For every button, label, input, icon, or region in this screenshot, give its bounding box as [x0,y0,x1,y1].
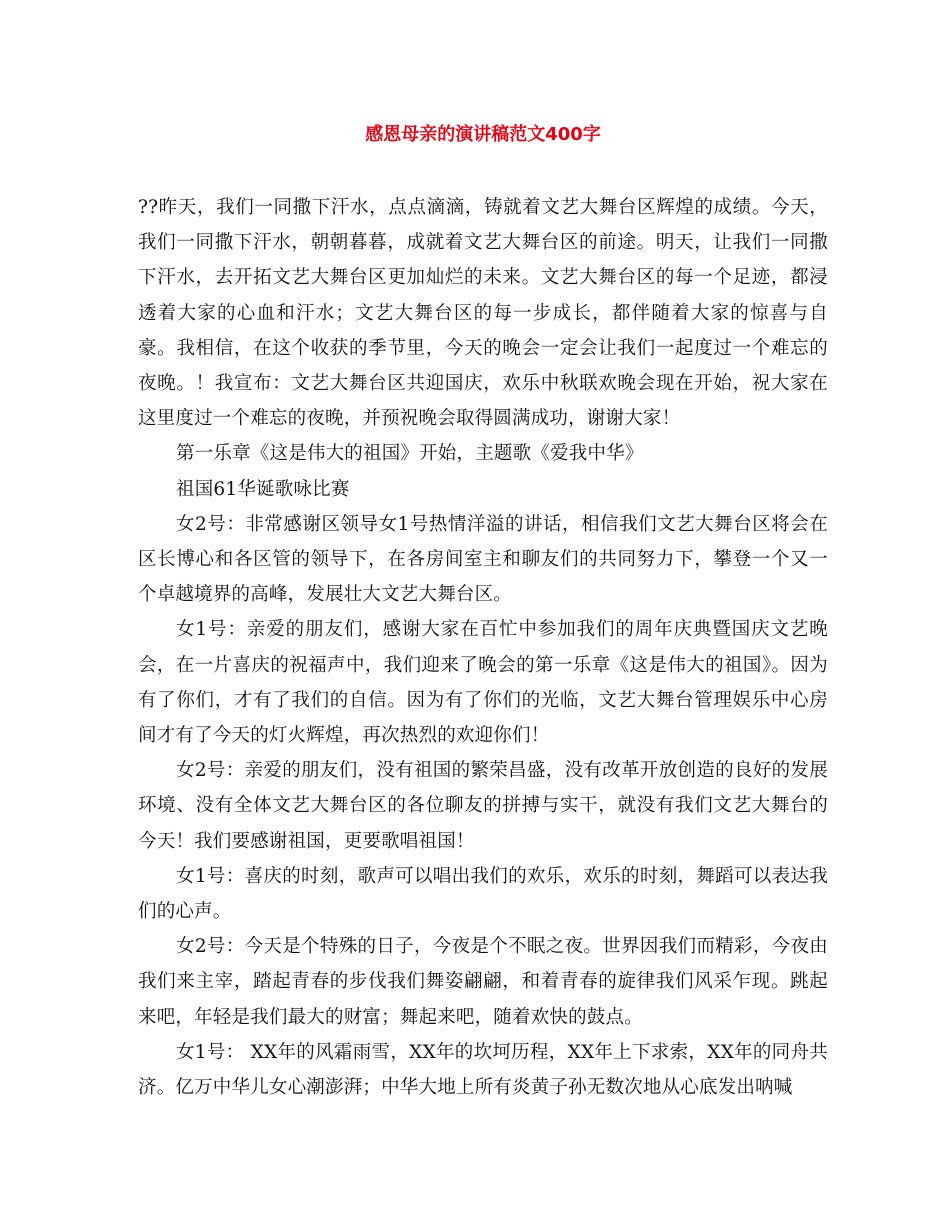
paragraph-host-2-thanks: 女2号：非常感谢区领导女1号热情洋溢的讲话，相信我们文艺大舞台区将会在区长博心和各区管的领导下，在各房间室主和聊友们的共同努力下，攀登一个又一个卓越境界的高峰，发展壮大文艺大舞台区。 [138,513,828,606]
paragraph-host-1-years: 女1号： XX年的风霜雨雪，XX年的坎坷历程，XX年上下求索，XX年的同舟共济。亿万中华儿女心潮澎湃；中华大地上所有炎黄子孙无数次地从心底发出呐喊 [138,1041,828,1099]
paragraph-host-2-motherland: 女2号：亲爱的朋友们，没有祖国的繁荣昌盛，没有改革开放创造的良好的发展环境、没有全体文艺大舞台区的各位聊友的拼搏与实干，就没有我们文艺大舞台的今天！我们要感谢祖国，更要歌唱祖国！ [138,760,828,852]
paragraph-host-1-welcome: 女1号：亲爱的朋友们，感谢大家在百忙中参加我们的周年庆典暨国庆文艺晚会，在一片喜庆的祝福声中，我们迎来了晚会的第一乐章《这是伟大的祖国》。因为有了你们，才有了我们的自信。因为有了你们的光临，文艺大舞台管理娱乐中心房间才有了今天的灯火辉煌，再次热烈的欢迎你们！ [138,619,828,747]
paragraph-host-1-joy: 女1号：喜庆的时刻，歌声可以唱出我们的欢乐，欢乐的时刻，舞蹈可以表达我们的心声。 [138,865,828,923]
document-title: 感恩母亲的演讲稿范文400字 [365,124,601,145]
paragraph-opening: ??昨天，我们一同撒下汗水，点点滴滴，铸就着文艺大舞台区辉煌的成绩。今天，我们一同撒下汗水，朝朝暮暮，成就着文艺大舞台区的前途。明天，让我们一同撒下汗水，去开拓文艺大舞台区更加灿烂的未来。文艺大舞台区的每一个足迹，都浸透着大家的心血和汗水；文艺大舞台区的每一步成长，都伴随着大家的惊喜与自豪。我相信，在这个收获的季节里，今天的晚会一定会让我们一起度过一个难忘的夜晚。！我宣布：文艺大舞台区共迎国庆，欢乐中秋联欢晚会现在开始，祝大家在这里度过一个难忘的夜晚，并预祝晚会取得圆满成功，谢谢大家！ [138,197,828,430]
paragraph-first-movement: 第一乐章《这是伟大的祖国》开始，主题歌《爱我中华》 [176,443,644,465]
paragraph-host-2-special-day: 女2号：今天是个特殊的日子，今夜是个不眠之夜。世界因我们而精彩，今夜由我们来主宰，踏起青春的步伐我们舞姿翩翩，和着青春的旋律我们风采乍现。跳起来吧，年轻是我们最大的财富；舞起来吧，随着欢快的鼓点。 [138,936,828,1028]
document-body [138,190,828,1105]
document-page [138,0,828,1230]
paragraph-singing-contest: 祖国61华诞歌咏比赛 [176,478,350,500]
